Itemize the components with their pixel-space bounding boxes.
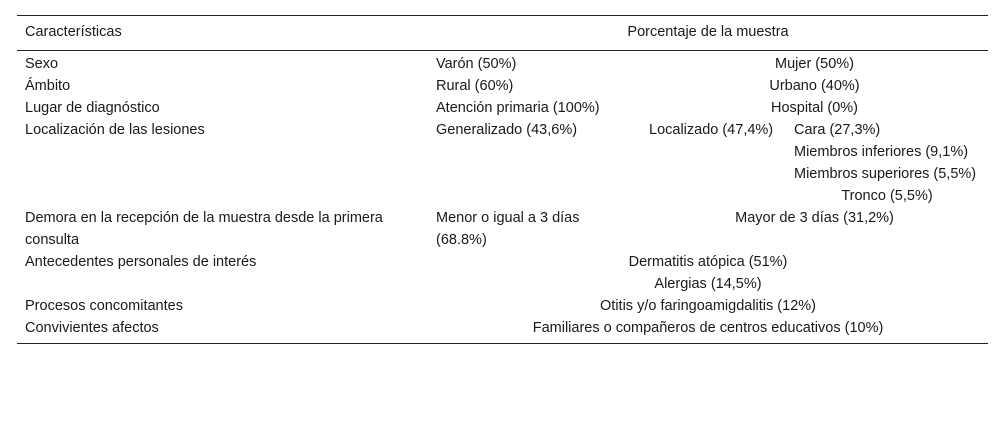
- cell-menor-3-dias: Menor o igual a 3 días (68.8%): [436, 210, 580, 248]
- cell-hospital: Hospital (0%): [770, 100, 859, 116]
- cell-mayor-3-dias: Mayor de 3 días (31,2%): [735, 210, 894, 226]
- cell-mujer: Mujer (50%): [775, 56, 854, 72]
- item-dermatitis: Dermatitis atópica (51%): [628, 254, 788, 270]
- cell-convivientes: Familiares o compañeros de centros educativos (10%): [532, 320, 884, 336]
- sub-item-tronco: Tronco (5,5%): [841, 188, 933, 204]
- cell-procesos: Otitis y/o faringoamigdalitis (12%): [600, 298, 816, 314]
- row-label: Ámbito: [25, 78, 71, 94]
- cell-generalizado: Generalizado (43,6%): [436, 122, 578, 138]
- header-percentage: Porcentaje de la muestra: [627, 24, 789, 40]
- row-ambito: [17, 75, 988, 97]
- row-label: Demora en la recepción de la muestra desde la primera consulta: [25, 210, 383, 248]
- sub-item-miembros-inferiores: Miembros inferiores (9,1%): [794, 144, 969, 160]
- row-label: Antecedentes personales de interés: [25, 254, 257, 270]
- row-lugar-diagnostico: [17, 97, 988, 119]
- row-label: Convivientes afectos: [25, 320, 159, 336]
- row-procesos: [17, 295, 988, 317]
- cell-localizado: Localizado (47,4%): [649, 122, 774, 138]
- cell-varon: Varón (50%): [436, 56, 517, 72]
- item-alergias: Alergias (14,5%): [654, 276, 762, 292]
- row-label: Lugar de diagnóstico: [25, 100, 160, 116]
- row-sexo: [17, 51, 988, 76]
- cell-rural: Rural (60%): [436, 78, 514, 94]
- cell-urbano: Urbano (40%): [769, 78, 860, 94]
- row-convivientes: [17, 317, 988, 344]
- row-demora: [17, 207, 988, 251]
- header-characteristics: Características: [25, 24, 122, 40]
- cell-atencion-primaria: Atención primaria (100%): [436, 100, 600, 116]
- row-label: Sexo: [25, 56, 59, 72]
- cell-localizado-breakdown: [786, 119, 988, 207]
- row-label: Procesos concomitantes: [25, 298, 183, 314]
- row-antecedentes: [17, 251, 988, 295]
- cell-antecedentes: [428, 251, 988, 295]
- sample-characteristics-table-container: [17, 15, 988, 344]
- sub-item-miembros-superiores: Miembros superiores (5,5%): [794, 166, 977, 182]
- sample-characteristics-table: [17, 15, 988, 344]
- table-header-row: [17, 16, 988, 51]
- row-localizacion: [17, 119, 988, 207]
- sub-item-cara: Cara (27,3%): [794, 122, 881, 138]
- row-label: Localización de las lesiones: [25, 122, 205, 138]
